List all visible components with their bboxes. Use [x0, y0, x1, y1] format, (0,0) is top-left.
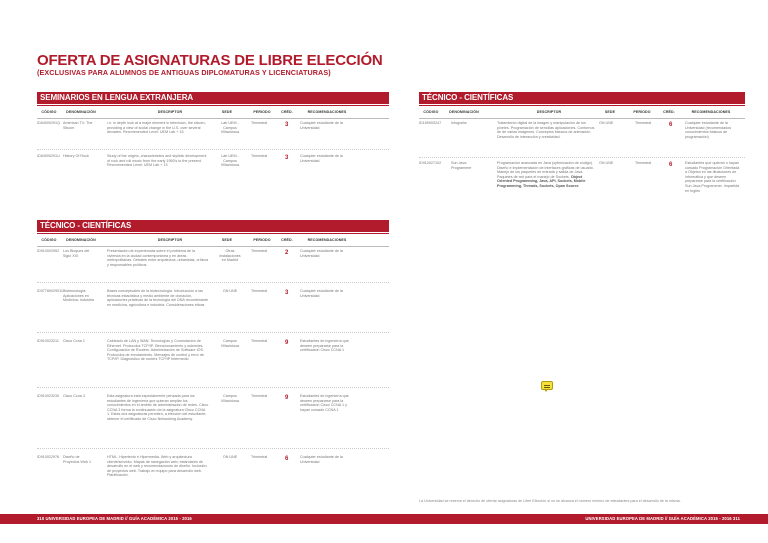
cell-period: Trimestral [635, 121, 652, 125]
comment-note-icon[interactable] [541, 381, 553, 390]
header-descriptor: DESCRIPTOR [157, 238, 183, 242]
descriptor-text: Programación avanzada en Java (optimización de código). Diseño e implementación de interfaces gráficas de usuario. Manejo de los paquetes de entrada y salida de Java. Paquetes de red para el manejo de Sockets. [497, 161, 594, 179]
cell-campus: ON UNE [222, 455, 238, 459]
cell-code: ID910023230 [37, 394, 60, 398]
cell-code: ID64000291U [37, 154, 60, 158]
cell-period: Trimestral [251, 394, 268, 398]
cell-campus: Otras instalaciones en Madrid [219, 249, 241, 263]
page-subtitle: (EXCLUSIVAS PARA ALUMNOS DE ANTIGUAS DIPLOMATURAS Y LICENCIATURAS) [37, 68, 331, 77]
header-campus: SEDE [221, 110, 233, 114]
cell-recommendations: Estudiantes de ingeniería que deseen prepararse para la certificación Cisco CCNA 1 [300, 339, 349, 353]
cell-code: ID910022976 [37, 455, 60, 459]
cell-credits: 6 [285, 456, 289, 462]
cell-code: ID169000247 [419, 121, 442, 125]
header-period: PERIODO [633, 110, 651, 114]
header-period: PERIODO [253, 110, 271, 114]
table-seminarios [37, 109, 389, 214]
table-header [37, 237, 389, 247]
cell-period: Trimestral [251, 121, 268, 125]
cell-campus: Lab UEM - Campus Villaviciosa [220, 154, 240, 168]
cell-period: Trimestral [251, 289, 268, 293]
cell-descriptor: Presentación de experiencias sobre el problema de la vivienda en la ciudad contemporánea y en áreas metropolitanas. Debates entre arquitectos, urbanistas, críticos y responsables políticos. [107, 249, 209, 267]
cell-campus: Campus Villaviciosa [220, 339, 240, 348]
cell-name: Cisco Ccna 3 [63, 394, 85, 398]
cell-credits: 9 [285, 395, 289, 401]
header-name: DENOMINACIÓN [449, 110, 479, 114]
descriptor-keywords: Object Oriented Programming, Java, API, Sockets, Mobile Programming, Threads, Sockets, Opan Source [497, 174, 586, 188]
table-row [37, 394, 389, 452]
table-row [37, 339, 389, 389]
header-credits: CRÉD. [281, 110, 293, 114]
cell-period: Trimestral [251, 154, 268, 158]
footnote: La Universidad se reserva el derecho de ofertar asignaturas de Libre Elección si no se alcanza el número mínimo de estudiantes para el desarrollo de la misma. [419, 499, 681, 503]
cell-descriptor: Cableado de LAN y WAN. Tecnologías y Conmutación de Ethernet. Protocolos TCP/IP. Direccionamiento y subredes. Configuración de Routers. Administración de Software IOS. Protocolos de enrutamiento. Mensajes de control y error de TCP/IP. Diagnóstico de routers TCP/IP Intermedio [107, 339, 204, 362]
header-code: CÓDIGO [423, 110, 439, 114]
cell-name: Los Bloques del Siglo XXI [63, 249, 90, 258]
cell-campus: Campus Villaviciosa [220, 394, 240, 403]
cell-credits: 3 [285, 290, 289, 296]
cell-recommendations: Estudiantes de ingeniería que deseen prepararse para la certificación Cisco CCNA 1 y hayan cursado CCNA 1 [300, 394, 349, 412]
cell-credits: 6 [669, 162, 673, 168]
cell-period: Trimestral [251, 249, 268, 253]
header-code: CÓDIGO [41, 110, 57, 114]
cell-campus: Lab UEM - Campus Villaviciosa [220, 121, 240, 135]
header-code: CÓDIGO [41, 238, 57, 242]
cell-recommendations: Estudiantes que quieran o hayan cursado Programación Orientada a Objetos en las titulaciones de informática y que deseen prepararse para la certificación Sun Java Programmer. Impartida en Inglés [685, 161, 740, 193]
header-campus: SEDE [221, 238, 233, 242]
cell-credits: 2 [285, 250, 289, 256]
header-descriptor: DESCRIPTOR [536, 110, 562, 114]
cell-recommendations: Cualquier estudiante de la Universidad [300, 455, 343, 464]
footer-right: UNIVERSIDAD EUROPEA DE MADRID // GUÍA ACADÉMICA 2015 - 2016 311 [585, 516, 740, 521]
table-row [419, 121, 745, 165]
section-header-seminarios [37, 92, 389, 104]
cell-code: ID910002952 [37, 249, 60, 253]
table-row [37, 455, 389, 495]
table-row [419, 161, 745, 241]
cell-period: Trimestral [251, 455, 268, 459]
cell-credits: 3 [285, 155, 289, 161]
cell-name: History Of Rock [63, 154, 89, 158]
table-row [37, 121, 389, 157]
cell-period: Trimestral [635, 161, 652, 165]
cell-descriptor: i.n. in depth look at a major element in television, the sitcom, providing a view of social change in the U.S. over several decades. Recommended Level: UEM Lab + 15 [107, 121, 206, 135]
table-row [37, 249, 389, 289]
header-period: PERIODO [253, 238, 271, 242]
header-campus: SEDE [604, 110, 616, 114]
cell-recommendations: Cualquier estudiante de la Universidad (recomendados conocimientos básicos de programación) [685, 121, 732, 139]
table-header [37, 109, 389, 119]
cell-descriptor: Bases conceptuales de la biotecnología. Introducción a las técnicas estadística y medio ambiente de clonación, aplicaciones prácticas de la tecnología del DNA recombinante en medicina, agricultura e industria. Consideraciones éticas [107, 289, 209, 307]
cell-name: Cisco Ccna 1 [63, 339, 85, 343]
cell-credits: 6 [669, 122, 673, 128]
cell-period: Trimestral [251, 339, 268, 343]
section-title: SEMINARIOS EN LENGUA EXTRANJERA [40, 93, 194, 102]
footer-left: 310 UNIVERSIDAD EUROPEA DE MADRID // GUÍA ACADÉMICA 2015 - 2016 [37, 516, 192, 521]
page-title: OFERTA DE ASIGNATURAS DE LIBRE ELECCIÓN [37, 52, 383, 69]
header-recommendations: RECOMENDACIONES [307, 238, 347, 242]
table-tecnico-right [419, 109, 745, 249]
header-credits: CRÉD. [663, 110, 675, 114]
cell-recommendations: Cualquier estudiante de la Universidad [300, 121, 343, 130]
cell-descriptor: Study of the origins, characteristics and stylistic development of rock and roll music from the early 1950's to the present. Recommended Level: UEM Lab + 13 [107, 154, 207, 168]
section-header-tecnico-right [419, 92, 745, 104]
cell-name: American TV: The Sitcom [63, 121, 93, 130]
header-recommendations: RECOMENDACIONES [691, 110, 731, 114]
cell-recommendations: Cualquier estudiante de la Universidad [300, 154, 343, 163]
cell-recommendations: Cualquier estudiante de la Universidad [300, 289, 343, 298]
section-title: TÉCNICO - CIENTÍFICAS [422, 93, 514, 102]
table-tecnico-left [37, 237, 389, 497]
cell-credits: 3 [285, 122, 289, 128]
table-row [37, 289, 389, 333]
header-recommendations: RECOMENDACIONES [307, 110, 347, 114]
cell-name: Diseño de Proyectos Web 1 [63, 455, 92, 464]
cell-descriptor: Esta asignatura está especialmente pensada para los estudiantes de ingeniería que quieran ampliar los conocimientos en el ámbito de administración de redes. Cisco CCNA 3 forma la continuación de la asignatura Cisco CCNA 1. Estas dos asignaturas permiten, a elección del estudiante, obtener el certificado de Cisco Networking Academy. [107, 394, 209, 421]
table-row [37, 154, 389, 190]
cell-name: Sun Java Programmer [451, 161, 472, 170]
cell-recommendations: Cualquier estudiante de la Universidad [300, 249, 343, 258]
cell-descriptor [497, 161, 597, 189]
cell-name: Biotecnología: Aplicaciones en Medicina, Industria [63, 289, 94, 303]
cell-campus: ON UNE [599, 121, 614, 125]
header-name: DENOMINACIÓN [66, 110, 96, 114]
cell-code: ID910023211 [37, 339, 59, 343]
cell-campus: ON UNE [222, 289, 238, 293]
cell-campus: ON UNE [599, 161, 614, 165]
cell-credits: 9 [285, 340, 289, 346]
cell-name: Infografía [451, 121, 467, 125]
cell-descriptor: Tratamiento digital de la imagen y manipulación de los píxeles. Programación de sencillas aplicaciones. Contornos de de varias imágenes. Conceptos básicos de animación. Desarrollo de interacción y creatividad. [497, 121, 595, 139]
cell-descriptor: HTML. Hipertexto e Hipermedia. Web y arquitectura cliente/servidor. Mapas de navegación web; estándares de desarrollo en el web y recomendaciones de diseño. Inclusión de proyectos web. Trabajo en equipo para desarrollo web. Planificación. [107, 455, 207, 478]
header-descriptor: DESCRIPTOR [157, 110, 183, 114]
header-credits: CRÉD. [281, 238, 293, 242]
cell-code: ID07780029011 [37, 289, 63, 293]
cell-code: ID64000291Q [37, 121, 60, 125]
header-name: DENOMINACIÓN [66, 238, 96, 242]
section-title: TÉCNICO - CIENTÍFICAS [40, 221, 132, 230]
table-header [419, 109, 745, 119]
cell-code: ID910027102 [419, 161, 442, 165]
section-header-tecnico-left [37, 220, 389, 232]
